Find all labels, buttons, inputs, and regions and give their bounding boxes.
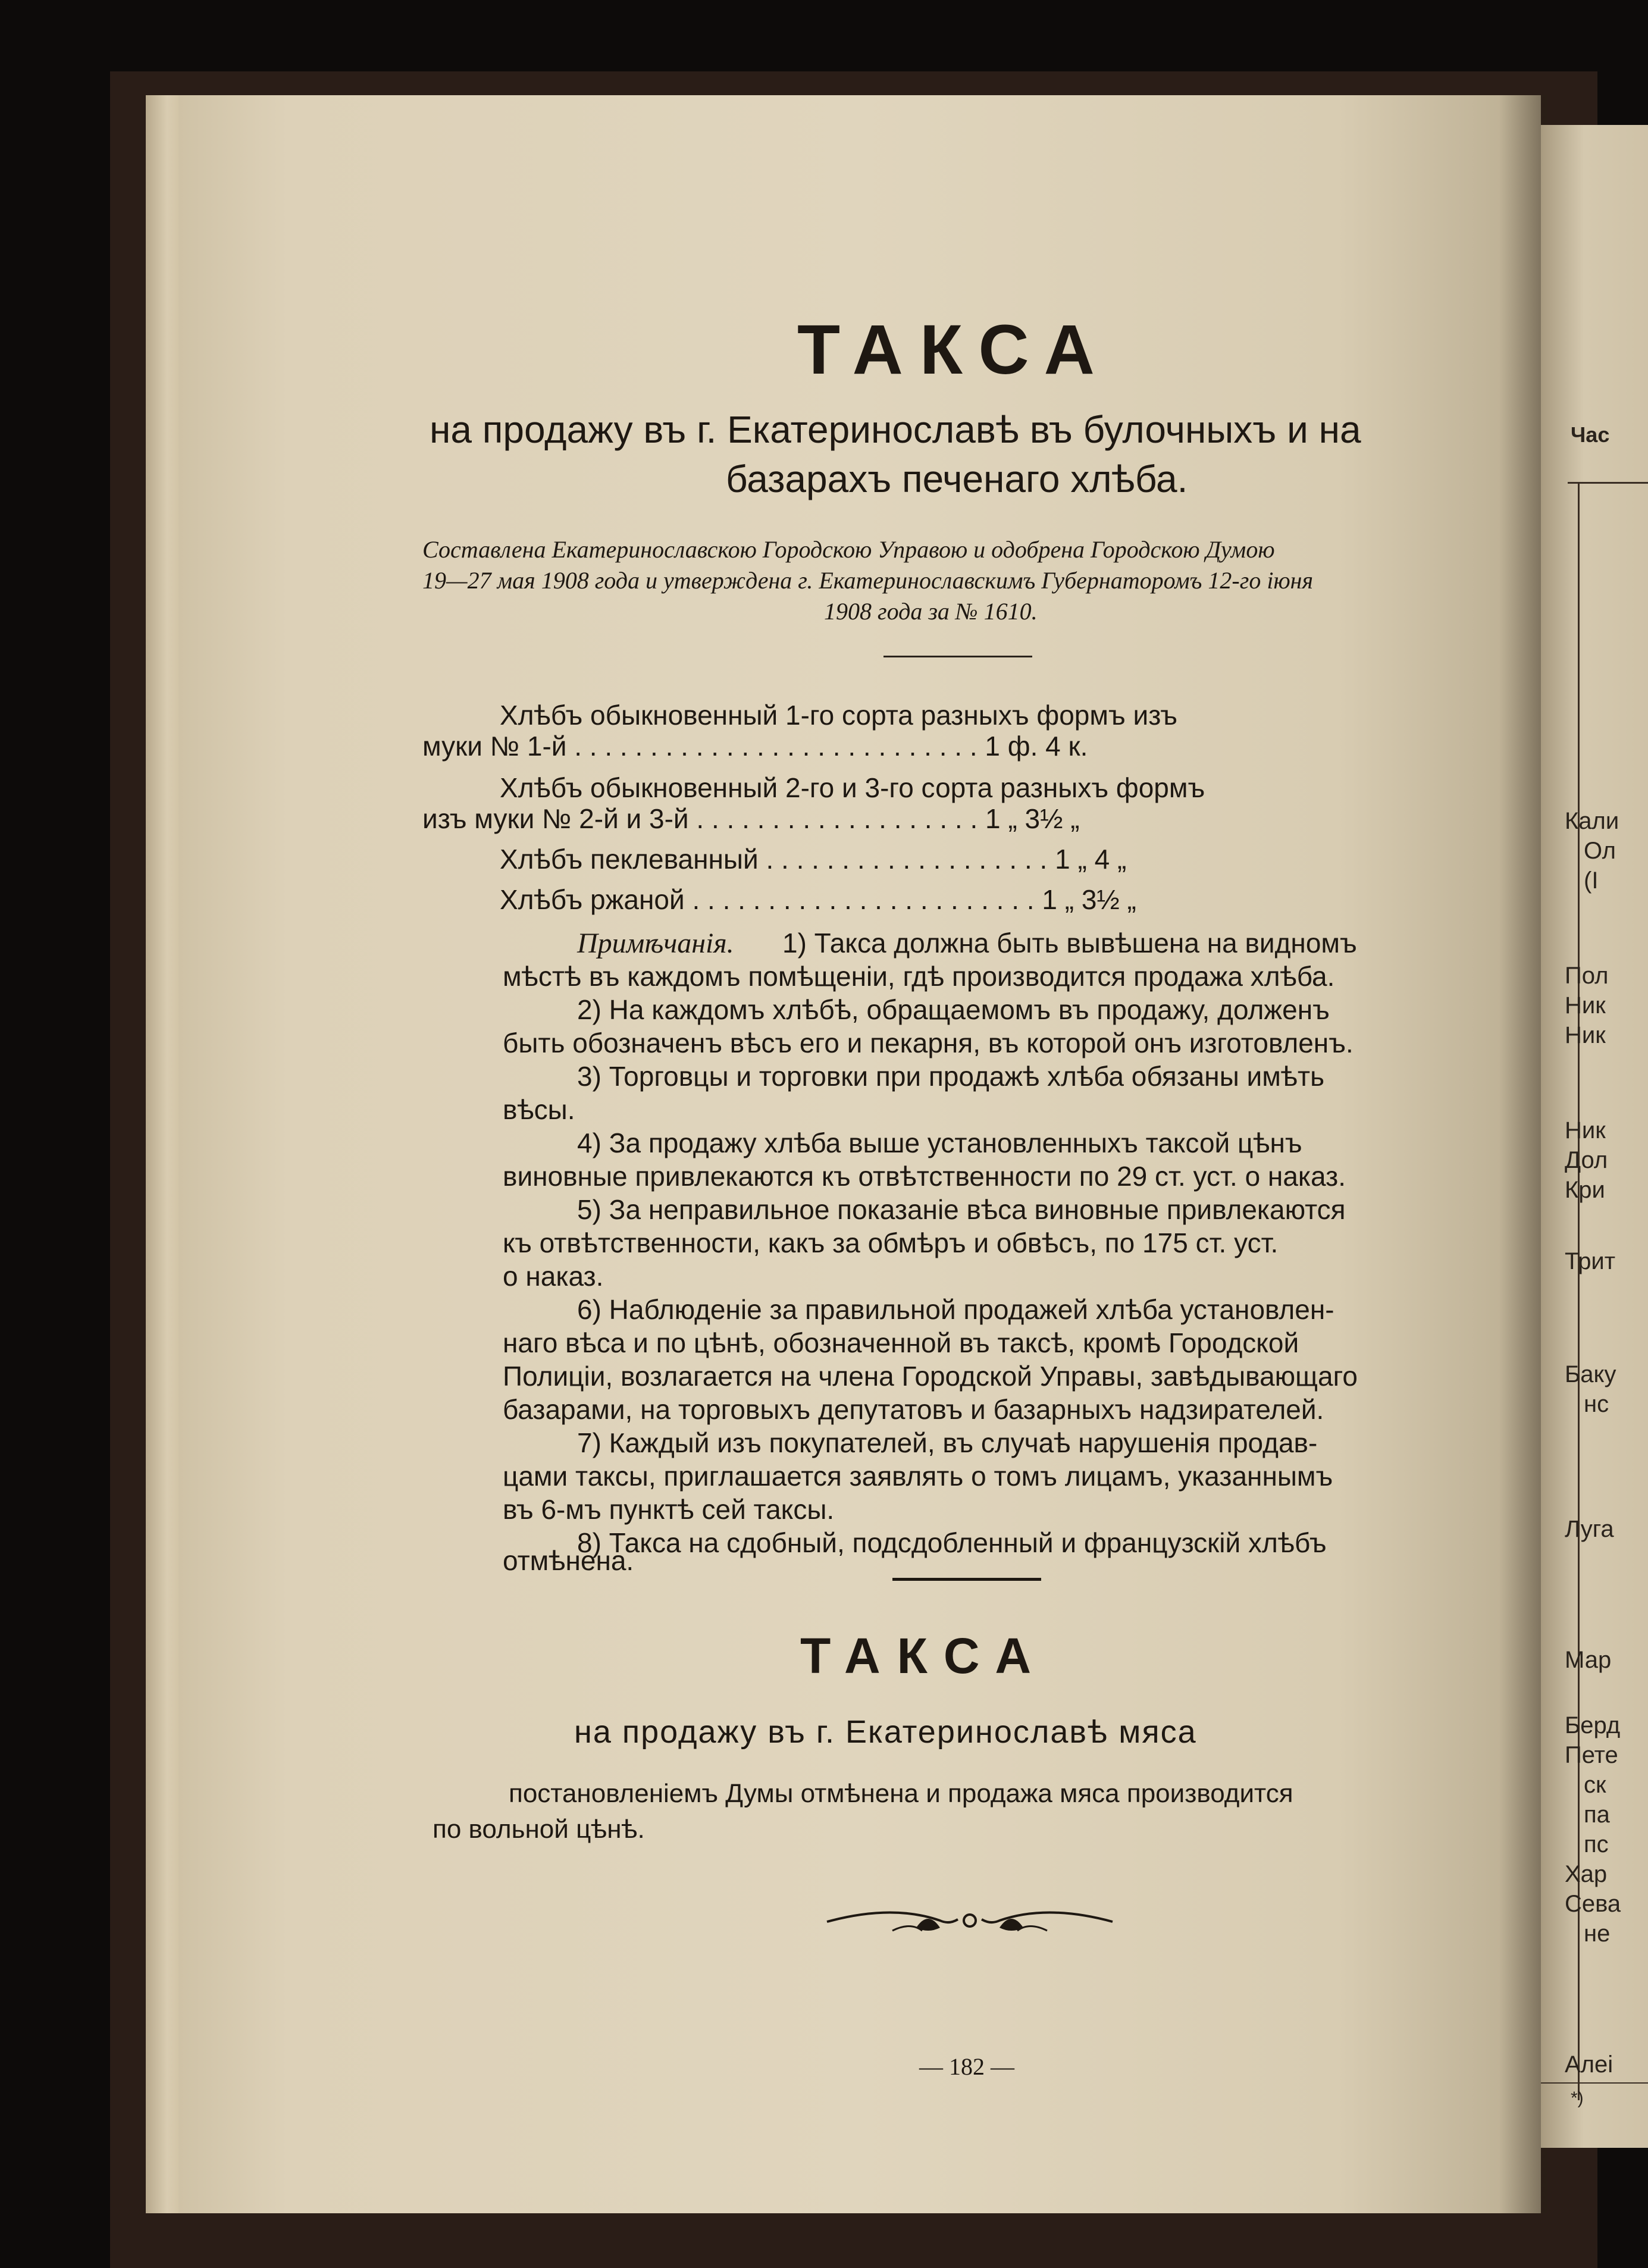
next-page-line: Ник [1565, 1117, 1606, 1144]
bread-tax-subtitle-line1: на продажу въ г. Екатеринославѣ въ булочныхъ и на [430, 408, 1361, 451]
next-page-line: пс [1584, 1831, 1609, 1857]
note-6-line1: 6) Наблюденіе за правильной продажей хлѣба установлен- [577, 1294, 1334, 1325]
price-item-3: Хлѣбъ пеклеванный . . . . . . . . . . . . . . . . . . . 1 „ 4 „ [500, 844, 1127, 875]
next-page-line: ск [1584, 1772, 1606, 1798]
price-item-1-line1: Хлѣбъ обыкновенный 1-го сорта разныхъ формъ изъ [500, 700, 1178, 731]
bread-tax-title: ТАКСА [797, 311, 1111, 389]
note-1-line1: 1) Такса должна быть вывѣшена на видномъ [782, 928, 1357, 958]
notes-label: Примѣчанія. [577, 928, 734, 959]
next-page-line: Хар [1565, 1861, 1608, 1887]
next-page-line: па [1584, 1802, 1610, 1828]
next-page-line: Кри [1565, 1177, 1605, 1203]
meat-tax-subtitle: на продажу въ г. Екатеринославѣ мяса [574, 1714, 1197, 1750]
note-5-line1: 5) За неправильное показаніе вѣса виновные привлекаются [577, 1194, 1346, 1225]
next-page-line: Мар [1565, 1647, 1612, 1673]
meat-tax-title: ТАКСА [800, 1628, 1048, 1684]
compiled-by-line1: Составлена Екатеринославскою Городскою Управою и одобрена Городскою Думою [422, 536, 1275, 563]
note-2-line1: 2) На каждомъ хлѣбѣ, обращаемомъ въ продажу, долженъ [577, 994, 1330, 1025]
next-page-line: Кали [1565, 808, 1619, 834]
next-page-line: Луга [1565, 1516, 1614, 1542]
next-page-header: Час [1571, 422, 1610, 447]
note-6-line4: базарами, на торговыхъ депутатовъ и базарныхъ надзирателей. [503, 1394, 1324, 1425]
ornament-icon [821, 1898, 1118, 1940]
page-gutter [1499, 95, 1547, 2213]
note-4-line1: 4) За продажу хлѣба выше установленныхъ таксой цѣнъ [577, 1127, 1302, 1158]
next-page-footnote-rule [1541, 2082, 1648, 2084]
meat-tax-text-line1: постановленіемъ Думы отмѣнена и продажа мяса производится [509, 1779, 1293, 1808]
next-page-line: Сева [1565, 1891, 1621, 1917]
next-page-line: Пете [1565, 1742, 1618, 1768]
note-5-line2: къ отвѣтственности, какъ за обмѣръ и обвѣсъ, по 175 ст. уст. [503, 1227, 1279, 1258]
next-page-line: Ник [1565, 992, 1606, 1019]
page-number: — 182 — [919, 2053, 1014, 2080]
next-page-line: Берд [1565, 1712, 1621, 1738]
note-5-line3: о наказ. [503, 1261, 604, 1292]
next-page-line: Баку [1565, 1361, 1616, 1387]
section-divider-2 [892, 1578, 1041, 1581]
next-page-column-line [1578, 482, 1580, 2100]
price-item-4: Хлѣбъ ржаной . . . . . . . . . . . . . . . . . . . . . . . 1 „ 3½ „ [500, 884, 1136, 915]
next-page-line: Пол [1565, 963, 1609, 989]
next-page-line: (I [1584, 867, 1599, 894]
note-7-line3: въ 6-мъ пунктѣ сей таксы. [503, 1494, 835, 1525]
compiled-by-line2: 19—27 мая 1908 года и утверждена г. Екатеринославскимъ Губернаторомъ 12-го іюня [422, 567, 1314, 594]
next-page-line: Ол [1584, 838, 1616, 864]
price-item-1-line2: муки № 1-й . . . . . . . . . . . . . . . . . . . . . . . . . . . 1 ф. 4 к. [422, 731, 1088, 762]
price-item-2-line1: Хлѣбъ обыкновенный 2-го и 3-го сорта разныхъ формъ [500, 772, 1205, 803]
next-page-line: нс [1584, 1391, 1609, 1417]
price-item-2-line2: изъ муки № 2-й и 3-й . . . . . . . . . . . . . . . . . . . 1 „ 3½ „ [422, 803, 1080, 834]
meat-tax-text-line2: по вольной цѣнѣ. [433, 1815, 645, 1844]
next-page-footnote: *) [1571, 2088, 1584, 2108]
note-3-line1: 3) Торговцы и торговки при продажѣ хлѣба обязаны имѣть [577, 1061, 1325, 1092]
note-6-line3: Полиціи, возлагается на члена Городской Управы, завѣдывающаго [503, 1361, 1358, 1392]
bread-tax-subtitle-line2: базарахъ печенаго хлѣба. [726, 458, 1188, 500]
next-page-rule [1568, 482, 1648, 484]
next-page-line: Алеі [1565, 2051, 1613, 2078]
note-4-line2: виновные привлекаются къ отвѣтственности по 29 ст. уст. о наказ. [503, 1161, 1346, 1192]
next-page-line: не [1584, 1921, 1611, 1947]
next-page-line: Ник [1565, 1022, 1606, 1048]
note-3-line2: вѣсы. [503, 1094, 575, 1125]
note-2-line2: быть обозначенъ вѣсъ его и пекарня, въ которой онъ изготовленъ. [503, 1028, 1354, 1058]
compiled-by-line3: 1908 года за № 1610. [824, 598, 1038, 625]
note-8-line1: 8) Такса на сдобный, подсдобленный и французскій хлѣбъ [577, 1527, 1327, 1558]
note-1-line2: мѣстѣ въ каждомъ помѣщеніи, гдѣ производится продажа хлѣба. [503, 961, 1335, 992]
note-7-line1: 7) Каждый изъ покупателей, въ случаѣ нарушенія продав- [577, 1427, 1318, 1458]
note-7-line2: цами таксы, приглашается заявлять о томъ лицамъ, указаннымъ [503, 1461, 1333, 1492]
section-divider [883, 656, 1032, 657]
note-6-line2: наго вѣса и по цѣнѣ, обозначенной въ таксѣ, кромѣ Городской [503, 1327, 1299, 1358]
next-page-line: Дол [1565, 1147, 1608, 1173]
note-8-line2: отмѣнена. [503, 1545, 634, 1576]
next-page-line: Трит [1565, 1248, 1616, 1274]
right-page-fragment [1541, 125, 1648, 2148]
